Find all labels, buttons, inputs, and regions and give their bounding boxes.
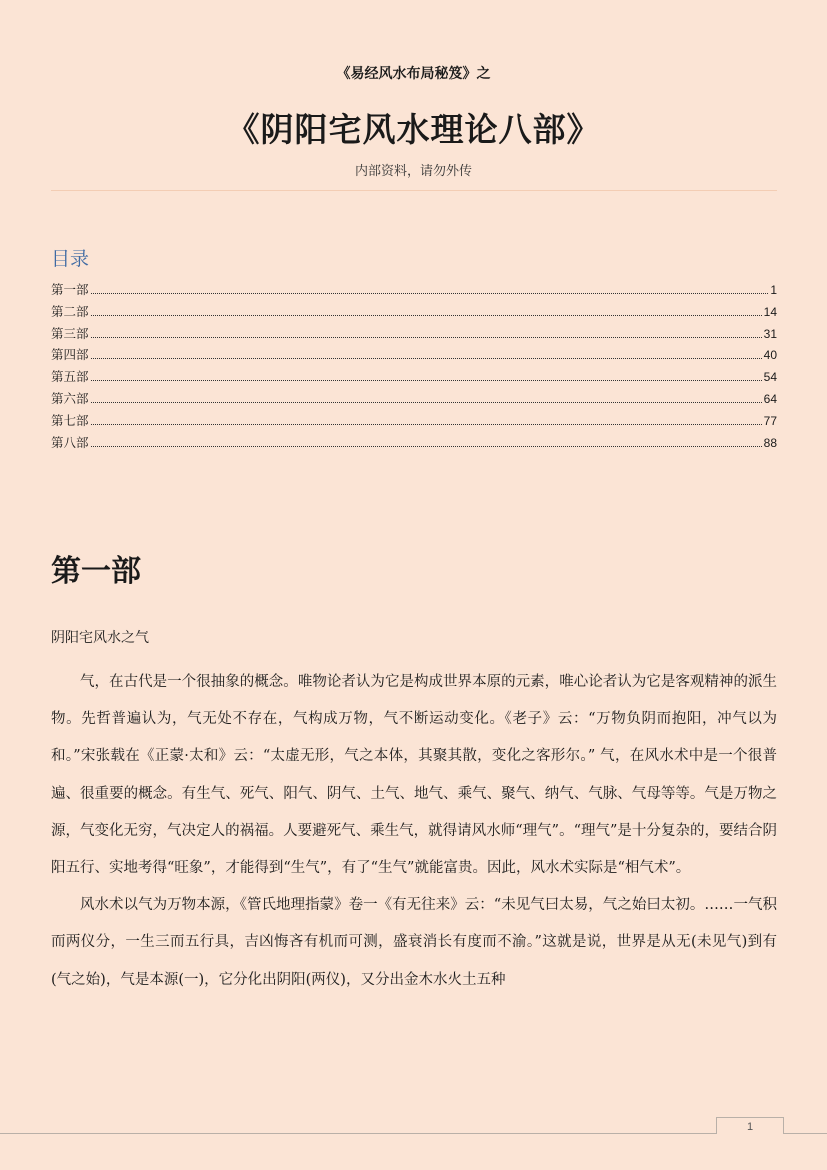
toc-entry-page: 77 — [763, 413, 777, 428]
toc-leader — [91, 315, 762, 316]
toc-entry-page: 14 — [763, 304, 777, 319]
toc-entry-5[interactable] — [51, 367, 777, 389]
toc-entry-label: 第七部 — [51, 412, 89, 428]
toc-entry-label: 第二部 — [51, 303, 89, 319]
section-intro: 阴阳宅风水之气 — [51, 630, 149, 646]
toc-leader — [91, 337, 762, 338]
table-of-contents — [51, 280, 777, 454]
toc-entry-3[interactable] — [51, 324, 777, 346]
section-heading: 第一部 — [51, 554, 141, 589]
toc-leader — [91, 380, 762, 381]
toc-entry-label: 第三部 — [51, 325, 89, 341]
toc-entry-page: 31 — [763, 326, 777, 341]
toc-entry-7[interactable] — [51, 411, 777, 433]
toc-leader — [91, 424, 762, 425]
toc-heading: 目录 — [51, 248, 90, 270]
toc-entry-page: 40 — [763, 348, 777, 363]
toc-leader — [91, 358, 762, 359]
toc-leader — [91, 446, 762, 447]
document-title: 《阴阳宅风水理论八部》 — [226, 110, 601, 149]
paragraph: 气，在古代是一个很抽象的概念。唯物论者认为它是构成世界本原的元素，唯心论者认为它是客观精神的派生物。先哲普遍认为，气无处不存在，气构成万物，气不断运动变化。《老子》云：“万物负阴而抱阳，冲气以为和。”宋张载在《正蒙·太和》云：“太虚无形，气之本体，其聚其散，变化之客形尔。” 气，在风水术中是一个很普遍、很重要的概念。有生气、死气、阳气、阴气、土气、地气、乘气、聚气、纳气、气脉、气母等等。气是万物之源，气变化无穷，气决定人的祸福。人要避死气、乘生气，就得请风水师“理气”。“理气”是十分复杂的，要结合阴阳五行、实地考得“旺象”，才能得到“生气”，有了“生气”就能富贵。因此，风水术实际是“相气术”。 — [51, 674, 777, 877]
toc-entry-6[interactable] — [51, 389, 777, 411]
document-subtitle: 内部资料，请勿外传 — [354, 164, 472, 179]
toc-entry-1[interactable] — [51, 280, 777, 302]
toc-entry-page: 54 — [763, 370, 777, 385]
header-divider — [51, 190, 777, 191]
series-title: 《易经风水布局秘笈》之 — [336, 66, 491, 82]
toc-entry-8[interactable] — [51, 433, 777, 455]
toc-entry-label: 第五部 — [51, 369, 89, 385]
paragraph: 风水术以气为万物本源，《管氏地理指蒙》卷一《有无往来》云：“未见气曰太易，气之始曰太初。……一气积而两仪分，一生三而五行具，吉凶悔吝有机而可测，盛衰消长有度而不渝。”这就是说，世界是从无(未见气)到有(气之始)，气是本源(一)，它分化出阴阳(两仪)，又分出金木水火土五种 — [51, 897, 777, 988]
toc-leader — [91, 402, 762, 403]
toc-entry-page: 1 — [770, 283, 777, 297]
toc-entry-label: 第四部 — [51, 347, 89, 363]
toc-entry-4[interactable] — [51, 345, 777, 367]
toc-entry-label: 第八部 — [51, 434, 89, 450]
toc-entry-label: 第六部 — [51, 390, 89, 406]
toc-entry-page: 64 — [763, 391, 777, 406]
toc-leader — [91, 293, 769, 294]
toc-entry-2[interactable] — [51, 302, 777, 324]
body-text — [51, 664, 777, 999]
page-number: 1 — [716, 1117, 784, 1134]
toc-entry-label: 第一部 — [51, 282, 89, 297]
toc-entry-page: 88 — [763, 435, 777, 450]
footer-divider — [0, 1133, 827, 1134]
